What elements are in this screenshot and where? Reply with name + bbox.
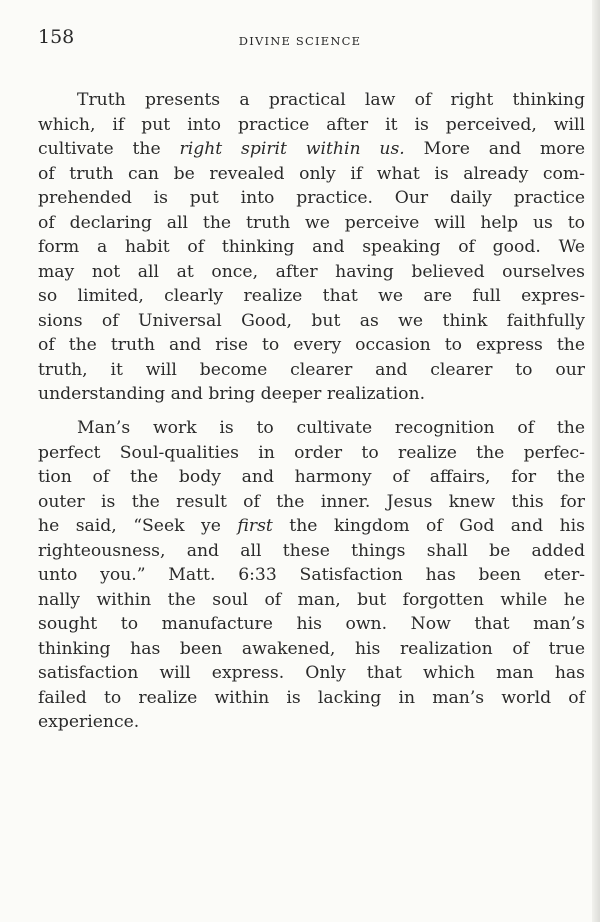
text-line xyxy=(38,514,585,538)
text-line xyxy=(38,710,585,734)
text-segment: which, if put into practice after it is perceived, will xyxy=(38,114,585,135)
text-segment: of declaring all the truth we perceive will help us to xyxy=(38,212,585,233)
text-segment: truth, it will become clearer and clearer to our xyxy=(38,359,585,380)
text-segment: may not all at once, after having believed ourselves xyxy=(38,261,585,282)
text-line xyxy=(38,465,585,489)
text-line xyxy=(38,686,585,710)
text-segment: cultivate the xyxy=(38,139,180,159)
text-segment: form a habit of thinking and speaking of good. We xyxy=(38,237,585,257)
page-edge xyxy=(592,0,600,922)
text-line xyxy=(38,162,585,186)
text-line xyxy=(38,137,585,161)
text-segment: nally within the soul of man, but forgotten while he xyxy=(38,589,585,610)
text-segment: thinking has been awakened, his realization of true xyxy=(38,638,585,659)
text-line xyxy=(38,309,585,333)
text-segment: Man’s work is to cultivate recognition of the xyxy=(77,418,585,438)
page-number: 158 xyxy=(38,26,75,48)
text-line xyxy=(38,260,585,284)
text-line xyxy=(38,539,585,563)
text-line xyxy=(38,284,585,308)
text-segment: sions of Universal Good, but as we think faithfully xyxy=(38,310,585,331)
text-segment: outer is the result of the inner. Jesus knew this for xyxy=(38,491,585,512)
text-segment: Truth presents a practical law of right thinking xyxy=(77,90,585,110)
text-segment: of the truth and rise to every occasion to express the xyxy=(38,335,585,355)
text-line xyxy=(77,416,585,440)
text-line xyxy=(38,661,585,685)
text-line xyxy=(38,113,585,137)
text-line xyxy=(38,490,585,514)
text-segment: failed to realize within is lacking in man’s world of xyxy=(38,687,585,708)
text-segment: perfect Soul-qualities in order to realize the perfec- xyxy=(38,442,585,463)
text-segment: tion of the body and harmony of affairs, for the xyxy=(38,467,585,487)
text-segment: experience. xyxy=(38,712,140,732)
text-segment: righteousness, and all these things shall be added xyxy=(38,540,585,561)
text-segment: understanding and bring deeper realization. xyxy=(38,384,426,404)
text-segment: prehended is put into practice. Our daily practice xyxy=(38,188,585,208)
text-segment: unto you.” Matt. 6:33 Satisfaction has been eter- xyxy=(38,565,585,585)
text-line xyxy=(38,211,585,235)
text-line xyxy=(38,441,585,465)
running-title: DIVINE SCIENCE xyxy=(238,34,362,48)
text-line xyxy=(38,637,585,661)
text-line xyxy=(77,88,585,112)
text-line xyxy=(38,235,585,259)
text-segment: so limited, clearly realize that we are full expres- xyxy=(38,286,585,306)
text-segment: More and more xyxy=(404,139,585,159)
text-line xyxy=(38,382,585,406)
text-line xyxy=(38,186,585,210)
text-segment: the kingdom of God and his xyxy=(272,516,585,536)
text-line xyxy=(38,333,585,357)
text-line xyxy=(38,612,585,636)
text-line xyxy=(38,563,585,587)
text-line xyxy=(38,588,585,612)
italic-text: first xyxy=(237,516,273,536)
text-line xyxy=(38,358,585,382)
text-segment: sought to manufacture his own. Now that man’s xyxy=(38,614,585,634)
text-segment: of truth can be revealed only if what is already com- xyxy=(38,163,585,184)
text-segment: satisfaction will express. Only that which man has xyxy=(38,663,585,683)
text-segment: he said, “Seek ye xyxy=(38,516,238,536)
italic-text: right spirit within us. xyxy=(179,139,405,159)
